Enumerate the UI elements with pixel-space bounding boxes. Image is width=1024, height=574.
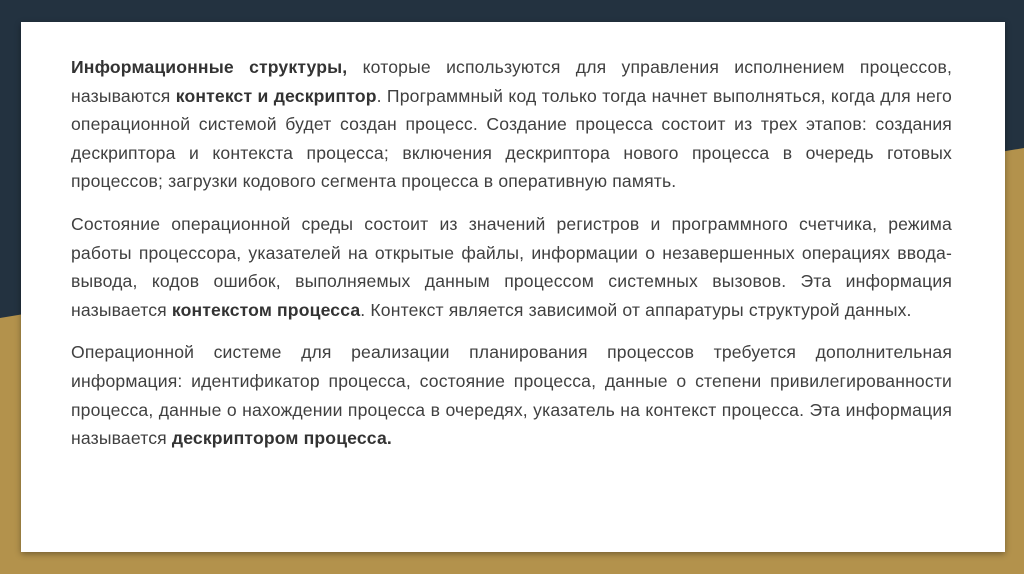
- paragraph-2-part-3: . Контекст является зависимой от аппаратуры структурой данных.: [360, 299, 912, 320]
- paragraph-1: [71, 53, 952, 196]
- content-card: [21, 22, 1005, 552]
- paragraph-1-part-4: . Программный код только тогда начнет выполняться, когда для него операционной системой будет создан процесс. Создание процесса состоит из трех этапов: создания дескриптора и контекста процесса; включения дескриптора нового процесса в очередь готовых процессов; загрузки кодового сегмента процесса в оперативную память.: [71, 85, 952, 192]
- paragraph-1-part-1: Информационные структуры,: [71, 57, 348, 77]
- paragraph-3-part-1: Операционной системе для реализации планирования процессов требуется дополнительная информация: идентификатор процесса, состояние процесса, данные о степени привилегированности процесса, данные о нахождении процесса в очередях, указатель на контекст процесса. Эта информация называется: [71, 342, 952, 449]
- paragraph-2-part-2: контекстом процесса: [171, 299, 361, 320]
- text-area: [71, 53, 952, 453]
- paragraph-2: [71, 210, 952, 324]
- paragraph-3-part-2: дескриптором процесса.: [171, 428, 392, 449]
- paragraph-1-part-2: которые используются для управления исполнением процессов, называются: [71, 57, 952, 106]
- paragraph-3: [71, 338, 952, 452]
- paragraph-2-part-1: Состояние операционной среды состоит из значений регистров и программного счетчика, режима работы процессора, указателей на открытые файлы, информации о незавершенных операциях ввода-вывода, кодов ошибок, выполняемых данным процессом системных вызовов. Эта информация называется: [71, 213, 952, 320]
- paragraph-1-part-3: контекст и дескриптор: [175, 85, 377, 106]
